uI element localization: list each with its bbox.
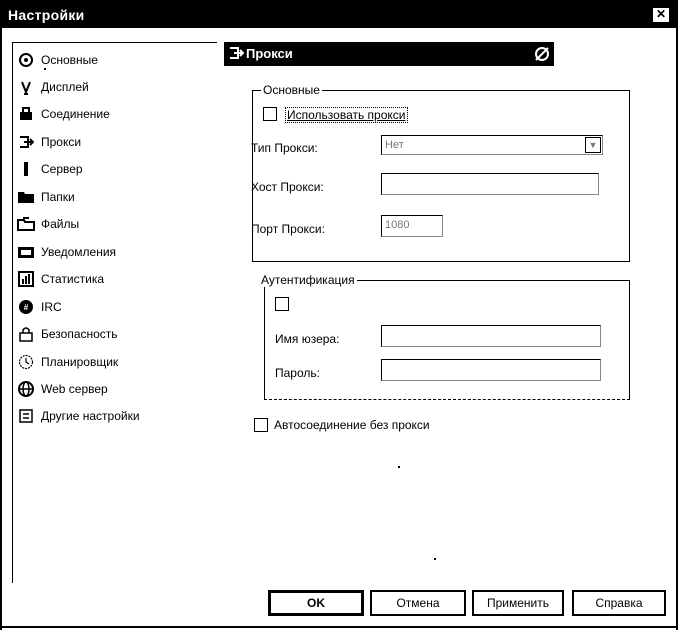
panel-title: Прокси [246, 46, 293, 61]
proxy-port-input[interactable] [381, 215, 443, 237]
nav-label: Web сервер [41, 382, 108, 396]
password-label: Пароль: [275, 366, 320, 380]
nav-item-statistics[interactable] [17, 268, 104, 290]
proxy-icon [228, 45, 244, 61]
proxy-type-value: Нет [385, 139, 404, 151]
security-icon [17, 325, 35, 343]
settings-nav [12, 42, 217, 583]
proxy-host-label: Хост Прокси: [251, 180, 324, 194]
display-icon [17, 78, 35, 96]
nav-label: Прокси [41, 135, 82, 149]
nav-label: Уведомления [41, 245, 117, 259]
nav-item-irc[interactable] [17, 296, 62, 318]
auth-group-legend: Аутентификация [261, 273, 355, 287]
nav-label: Планировщик [41, 355, 119, 369]
nav-item-connection[interactable] [17, 103, 110, 125]
panel-header [224, 42, 554, 66]
nav-label: Другие настройки [41, 409, 140, 423]
use-proxy-label: Использовать прокси [287, 108, 406, 122]
proxy-icon [17, 133, 35, 151]
chevron-down-icon[interactable]: ▼ [585, 137, 601, 153]
apply-button[interactable]: Применить [472, 590, 564, 616]
ok-button[interactable]: OK [268, 590, 364, 616]
nav-label: Безопасность [41, 327, 118, 341]
close-button[interactable]: ✕ [652, 7, 670, 23]
files-icon [17, 215, 35, 233]
nav-label: Соединение [41, 107, 110, 121]
auth-group [261, 273, 630, 400]
title-bar [0, 0, 678, 28]
proxy-port-value: 1080 [385, 219, 410, 231]
nav-item-files[interactable] [17, 213, 79, 235]
nav-label: Дисплей [41, 80, 89, 94]
basic-group-legend: Основные [263, 83, 320, 97]
scan-dot [434, 558, 436, 560]
nav-label: IRC [41, 300, 62, 314]
use-proxy-checkbox[interactable] [263, 107, 277, 121]
irc-icon [17, 298, 35, 316]
scan-dot [398, 466, 400, 468]
server-icon [17, 160, 35, 178]
scan-dot [44, 68, 46, 70]
nav-item-other-settings[interactable] [17, 405, 140, 427]
window-frame-bottom [0, 626, 678, 628]
window-frame-left [0, 28, 2, 630]
scheduler-icon [17, 353, 35, 371]
nav-item-server[interactable] [17, 158, 83, 180]
nav-label: Папки [41, 190, 75, 204]
nav-item-basic[interactable] [17, 49, 98, 71]
nav-label: Статистика [41, 272, 105, 286]
proxy-port-label: Порт Прокси: [251, 222, 325, 236]
proxy-type-select[interactable] [381, 135, 603, 155]
folder-icon [17, 188, 35, 206]
web-server-icon [17, 380, 35, 398]
basic-group [251, 83, 630, 262]
window-frame-right [676, 28, 678, 630]
nav-item-proxy[interactable] [17, 131, 81, 153]
nav-item-folders[interactable] [17, 186, 75, 208]
cancel-button[interactable]: Отмена [370, 590, 466, 616]
window-title: Настройки [8, 7, 85, 23]
nav-item-web-server[interactable] [17, 378, 108, 400]
nav-item-display[interactable] [17, 76, 89, 98]
nav-label: Основные [41, 53, 98, 67]
gear-icon [17, 51, 35, 69]
nav-item-security[interactable] [17, 323, 118, 345]
username-input[interactable] [381, 325, 601, 347]
auto-connect-checkbox[interactable] [254, 418, 268, 432]
network-icon [532, 44, 552, 64]
username-label: Имя юзера: [275, 332, 340, 346]
connection-icon [17, 105, 35, 123]
proxy-type-label: Тип Прокси: [251, 141, 318, 155]
nav-label: Сервер [41, 162, 83, 176]
help-button[interactable]: Справка [572, 590, 666, 616]
auth-checkbox[interactable] [275, 297, 289, 311]
nav-item-notifications[interactable] [17, 241, 116, 263]
password-input[interactable] [381, 359, 601, 381]
statistics-icon [17, 270, 35, 288]
notifications-icon [17, 243, 35, 261]
proxy-host-input[interactable] [381, 173, 599, 195]
other-settings-icon [17, 407, 35, 425]
svg-text:#: # [23, 303, 29, 312]
auto-connect-label: Автосоединение без прокси [274, 418, 430, 432]
nav-label: Файлы [41, 217, 80, 231]
nav-item-scheduler[interactable] [17, 351, 118, 373]
